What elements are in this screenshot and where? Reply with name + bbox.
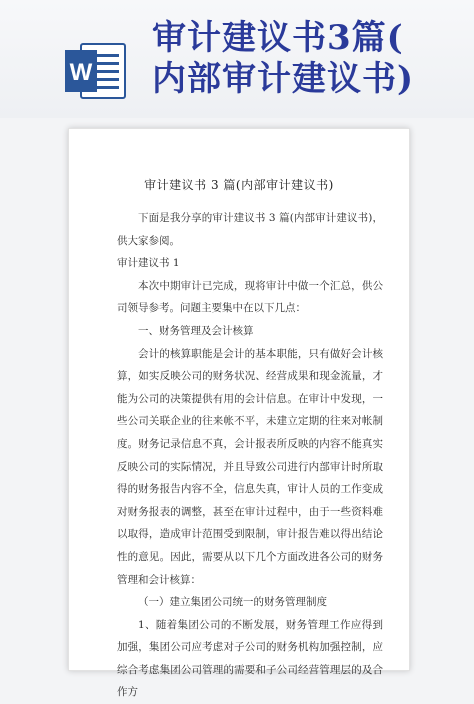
section-heading: 审计建议书 1 [117, 257, 180, 270]
word-icon-letter: W [69, 59, 93, 86]
document-body [117, 207, 383, 704]
paragraph-summary: 本次中期审计已完成，现将审计中做一个汇总，供公司领导参考。问题主要集中在以下几点： [117, 279, 383, 315]
page-title: 审计建议书3篇( 内部审计建议书) [152, 18, 415, 99]
document-page [68, 128, 410, 699]
page-header [0, 0, 474, 118]
paragraph-intro: 下面是我分享的审计建议书 3 篇(内部审计建议书)，供大家参阅。 [117, 212, 383, 247]
paragraph-accounting: 会计的核算职能是会计的基本职能，只有做好会计核算，如实反映公司的财务状况、经营成果和现金流量，才能为公司的决策提供有用的会计信息。在审计中发现，一些公司关联企业的往来帐不平，未建立定期的往来对帐制度。财务记录信息不真，会计报表所反映的内容不能真实反映公司的实际情况，并且导致公司进行内部审计时所取得的财务报告内容不全，信息失真，审计人员的工作变成对财务报表的调整，甚至在审计过程中，由于一些资料难以取得，造成审计范围受到限制，审计报告难以得出结论性的意见。因此，需要从以下几个方面改进各公司的财务管理和会计核算： [117, 347, 383, 586]
paragraph-control: 1、随着集团公司的不断发展，财务管理工作应得到加强，集团公司应考虑对子公司的财务机构加强控制，应综合考虑集团公司管理的需要和子公司经营管理层的及合作方 [117, 618, 383, 699]
subheading-system: （一）建立集团公司统一的财务管理制度 [138, 596, 327, 609]
subheading-finance: 一、财务管理及会计核算 [138, 324, 254, 337]
word-document-icon [63, 40, 129, 102]
document-title: 审计建议书 3 篇(内部审计建议书) [144, 178, 334, 192]
